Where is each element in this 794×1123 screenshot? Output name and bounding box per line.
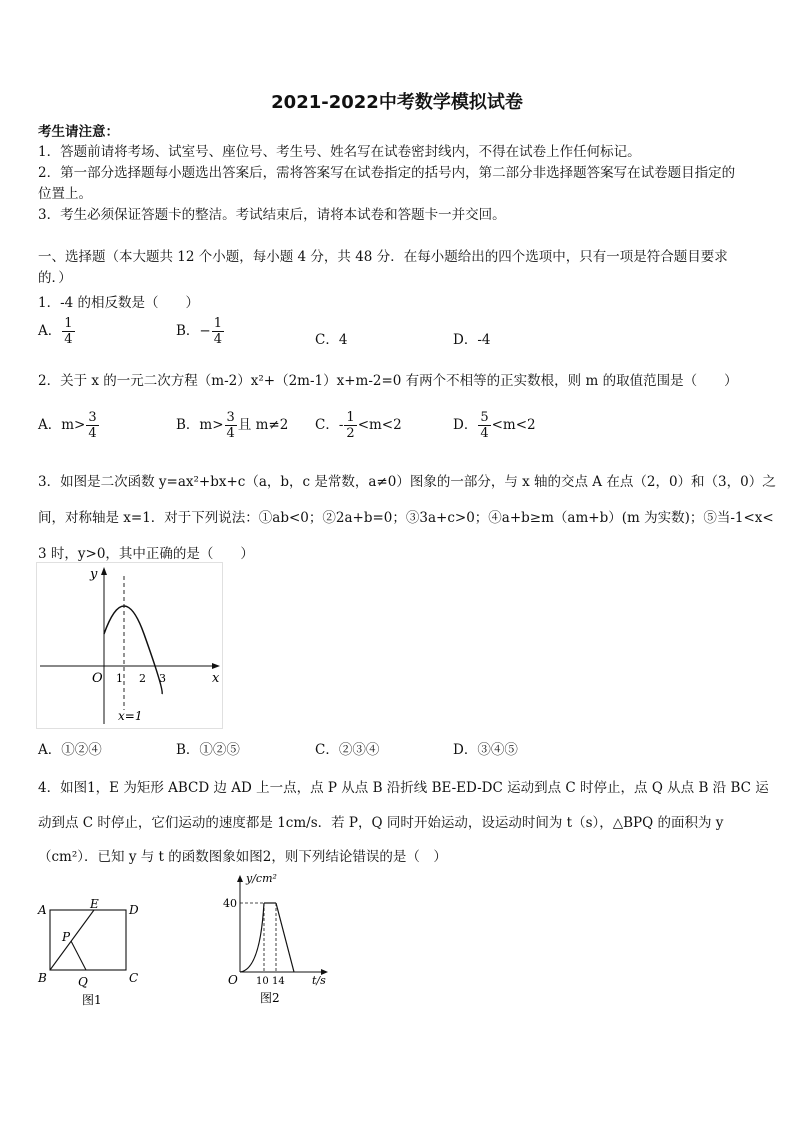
- q3-fig-origin: O: [92, 671, 103, 686]
- q3-fig-axis-label: x=1: [118, 709, 143, 723]
- fig2-origin: O: [228, 973, 238, 987]
- q1-option-a: A． $\frac{1}{4}$: [38, 316, 73, 347]
- q1-option-b: B．− $\frac{1}{4}$: [176, 316, 223, 347]
- section-heading: 一、选择题（本大题共 12 个小题，每小题 4 分，共 48 分．在每小题给出的四个选项中，只有一项是符合题目要求: [38, 249, 728, 265]
- q4-figure-1: [36, 894, 146, 1010]
- fig1-point-b: B: [38, 971, 47, 985]
- question-2-stem: 2．关于 x 的一元二次方程（m-2）x²+（2m-1）x+m-2=0 有两个不相等的正实数根，则 m 的取值范围是（ ）: [38, 373, 738, 389]
- section-heading-cont: 的．）: [38, 270, 72, 286]
- question-3-line3: 3 时，y>0，其中正确的是（ ）: [38, 546, 254, 562]
- notice-item-1: 1．答题前请将考场、试室号、座位号、考生号、姓名写在试卷密封线内，不得在试卷上作任何标记。: [38, 144, 641, 160]
- fig1-point-c: C: [129, 971, 139, 985]
- fig2-x-tick-14: 14: [272, 976, 285, 987]
- q3-fig-x-label: x: [212, 671, 220, 686]
- question-3-line1: 3．如图是二次函数 y=ax²+bx+c（a，b，c 是常数，a≠0）图象的一部分，与 x 轴的交点 A 在点（2，0）和（3，0）之: [38, 474, 776, 490]
- question-4-line2: 动到点 C 时停止，它们运动的速度都是 1cm/s．若 P，Q 同时开始运动，设运动时间为 t（s），△BPQ 的面积为 y: [38, 815, 724, 831]
- q3-parabola-figure: [36, 562, 224, 730]
- q2-option-c: C．- $\frac{1}{2}$ <m<2: [315, 410, 402, 441]
- fig1-caption: 图1: [82, 993, 102, 1007]
- question-3-line2: 间，对称轴是 x=1．对于下列说法：①ab<0；②2a+b=0；③3a+c>0；④a+b≥m（am+b）(m 为实数)；⑤当-1<x<: [38, 510, 774, 526]
- q3-option-c: C．②③④: [315, 742, 380, 758]
- fig1-point-p: P: [62, 930, 71, 944]
- notice-heading: 考生请注意：: [38, 124, 119, 140]
- fig1-point-e: E: [90, 897, 99, 911]
- notice-item-2-cont: 位置上。: [38, 186, 92, 202]
- q2-option-b: B．m> $\frac{3}{4}$ 且 m≠2: [176, 410, 289, 441]
- q3-option-d: D．③④⑤: [453, 742, 518, 758]
- fig2-x-label: t/s: [312, 974, 326, 987]
- notice-item-2: 2．第一部分选择题每小题选出答案后，需将答案写在试卷指定的括号内，第二部分非选择题答案写在试卷题目指定的: [38, 165, 736, 181]
- q4-figure-2: [222, 870, 332, 1010]
- q1-option-d: D．-4: [453, 332, 491, 348]
- fig2-y-tick-40: 40: [223, 897, 237, 910]
- fig2-x-tick-10: 10: [256, 976, 269, 987]
- q3-fig-y-label: y: [90, 567, 98, 582]
- fig1-point-a: A: [38, 903, 47, 917]
- question-1-stem: 1．-4 的相反数是（ ）: [38, 295, 200, 311]
- fig2-y-label: y/cm²: [246, 872, 277, 885]
- question-4-line3: （cm²）．已知 y 与 t 的函数图象如图2，则下列结论错误的是（ ）: [38, 849, 447, 865]
- fig1-point-d: D: [129, 903, 139, 917]
- fig2-caption: 图2: [260, 991, 280, 1005]
- q3-option-b: B．①②⑤: [176, 742, 240, 758]
- q2-option-d: D． $\frac{5}{4}$ <m<2: [453, 410, 536, 441]
- q3-fig-tick-1: 1: [116, 672, 123, 685]
- q2-option-a: A．m> $\frac{3}{4}$: [38, 410, 97, 441]
- q3-fig-tick-3: 3: [159, 672, 166, 685]
- question-4-line1: 4．如图1，E 为矩形 ABCD 边 AD 上一点，点 P 从点 B 沿折线 BE-ED-DC 运动到点 C 时停止，点 Q 从点 B 沿 BC 运: [38, 780, 769, 796]
- q1-option-c: C．4: [315, 332, 348, 348]
- notice-item-3: 3．考生必须保证答题卡的整洁。考试结束后，请将本试卷和答题卡一并交回。: [38, 207, 506, 223]
- fig1-point-q: Q: [78, 975, 88, 989]
- q3-fig-tick-2: 2: [139, 672, 146, 685]
- q3-option-a: A．①②④: [38, 742, 102, 758]
- page-title: 2021-2022中考数学模拟试卷: [271, 92, 523, 113]
